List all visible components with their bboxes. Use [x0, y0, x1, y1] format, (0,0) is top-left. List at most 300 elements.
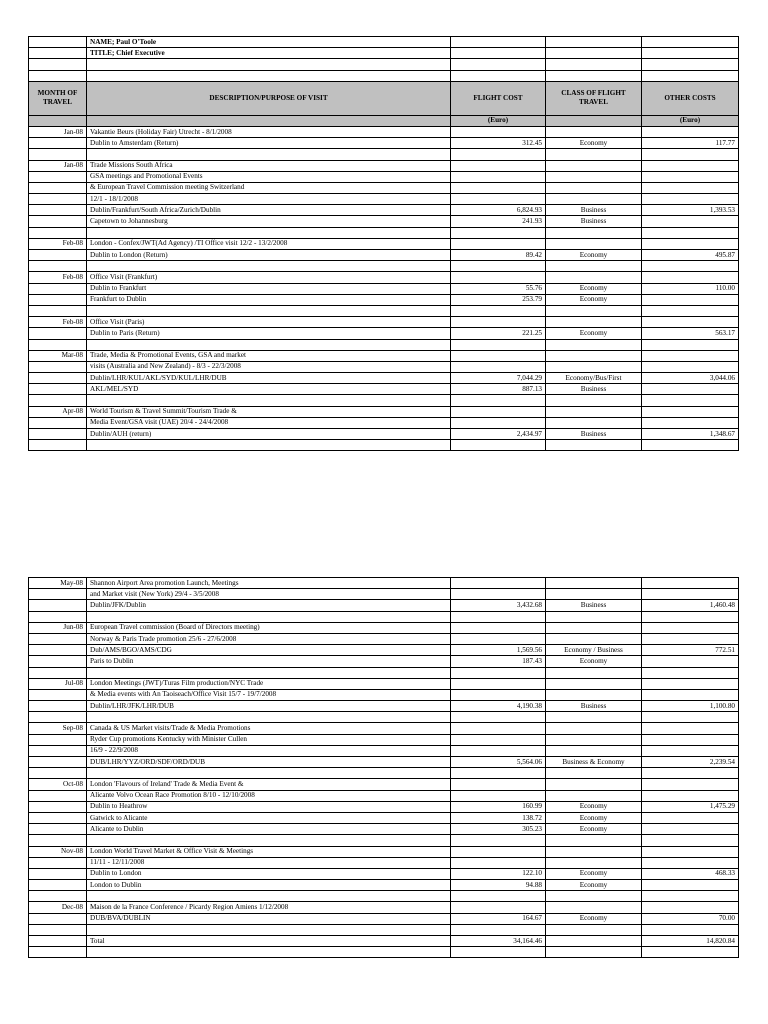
- flight-cost-cell: 164.67: [451, 913, 546, 924]
- month-cell: [29, 283, 87, 294]
- description-cell: Paris to Dublin: [87, 656, 451, 667]
- month-cell: [29, 138, 87, 149]
- flight-cost-cell: [451, 835, 546, 846]
- other-costs-cell: 1,393.53: [642, 205, 739, 216]
- month-cell: [29, 689, 87, 700]
- description-cell: Total: [87, 936, 451, 947]
- other-costs-cell: [642, 126, 739, 137]
- class-cell: [546, 149, 642, 160]
- description-cell: [87, 924, 451, 935]
- other-costs-cell: [642, 194, 739, 205]
- month-cell: Jun-08: [29, 622, 87, 633]
- description-cell: [87, 261, 451, 272]
- other-costs-cell: [642, 790, 739, 801]
- flight-cost-cell: [451, 891, 546, 902]
- description-cell: Dublin/Frankfurt/South Africa/Zurich/Dublin: [87, 205, 451, 216]
- flight-cost-cell: [451, 339, 546, 350]
- table-row: [29, 417, 739, 428]
- table-row: [29, 701, 739, 712]
- month-cell: Apr-08: [29, 406, 87, 417]
- table-row: [29, 283, 739, 294]
- description-cell: DUB/LHR/YYZ/ORD/SDF/ORD/DUB: [87, 757, 451, 768]
- table-row: [29, 835, 739, 846]
- table-row: [29, 757, 739, 768]
- table-row: [29, 936, 739, 947]
- description-cell: Dublin to Frankfurt: [87, 283, 451, 294]
- other-costs-cell: [642, 734, 739, 745]
- class-cell: Business: [546, 701, 642, 712]
- other-costs-cell: [642, 924, 739, 935]
- other-costs-cell: [642, 578, 739, 589]
- other-costs-cell: 468.33: [642, 868, 739, 879]
- month-cell: [29, 373, 87, 384]
- flight-cost-cell: [451, 149, 546, 160]
- table-row: [29, 160, 739, 171]
- class-cell: [546, 395, 642, 406]
- description-cell: [87, 947, 451, 958]
- other-costs-cell: 70.00: [642, 913, 739, 924]
- description-cell: GSA meetings and Promotional Events: [87, 171, 451, 182]
- description-cell: Ryder Cup promotions Kentucky with Minister Cullen: [87, 734, 451, 745]
- flight-cost-cell: [451, 846, 546, 857]
- table-row: [29, 238, 739, 249]
- name-row: [29, 37, 739, 48]
- flight-cost-cell: 138.72: [451, 812, 546, 823]
- description-cell: [87, 440, 451, 451]
- other-costs-cell: [642, 902, 739, 913]
- month-cell: [29, 149, 87, 160]
- expenses-table-page-2: [28, 577, 739, 958]
- month-cell: [29, 745, 87, 756]
- class-cell: [546, 589, 642, 600]
- flight-cost-cell: 1,569.56: [451, 645, 546, 656]
- other-costs-cell: [642, 857, 739, 868]
- table-row: [29, 149, 739, 160]
- flight-cost-cell: [451, 667, 546, 678]
- month-cell: [29, 182, 87, 193]
- description-cell: [87, 227, 451, 238]
- flight-cost-cell: [451, 768, 546, 779]
- other-costs-cell: [642, 689, 739, 700]
- description-cell: London 'Flavours of Ireland' Trade & Media Event &: [87, 779, 451, 790]
- class-cell: Business: [546, 600, 642, 611]
- flight-cost-cell: [451, 194, 546, 205]
- month-cell: [29, 328, 87, 339]
- class-cell: [546, 350, 642, 361]
- flight-cost-cell: 122.10: [451, 868, 546, 879]
- class-cell: [546, 317, 642, 328]
- month-cell: Feb-08: [29, 238, 87, 249]
- month-cell: Sep-08: [29, 723, 87, 734]
- other-costs-cell: 3,044.06: [642, 373, 739, 384]
- other-costs-cell: [642, 891, 739, 902]
- class-cell: [546, 160, 642, 171]
- class-cell: Economy: [546, 656, 642, 667]
- unit-other-costs: (Euro): [642, 115, 739, 126]
- description-cell: Dublin to Paris (Return): [87, 328, 451, 339]
- table-row: [29, 384, 739, 395]
- flight-cost-cell: [451, 417, 546, 428]
- month-cell: [29, 384, 87, 395]
- class-cell: [546, 667, 642, 678]
- month-cell: Jul-08: [29, 678, 87, 689]
- table-row: [29, 947, 739, 958]
- month-cell: [29, 812, 87, 823]
- column-header-row: [29, 81, 739, 115]
- description-cell: [87, 611, 451, 622]
- description-cell: Dublin to London (Return): [87, 250, 451, 261]
- table-row: [29, 406, 739, 417]
- month-cell: [29, 294, 87, 305]
- description-cell: 12/1 - 18/1/2008: [87, 194, 451, 205]
- other-costs-cell: [642, 317, 739, 328]
- class-cell: [546, 261, 642, 272]
- table-row: [29, 902, 739, 913]
- description-cell: AKL/MEL/SYD: [87, 384, 451, 395]
- class-cell: [546, 790, 642, 801]
- table-row: [29, 361, 739, 372]
- flight-cost-cell: [451, 902, 546, 913]
- table-row: [29, 924, 739, 935]
- description-cell: [87, 305, 451, 316]
- flight-cost-cell: [451, 261, 546, 272]
- table-row: [29, 633, 739, 644]
- table-row: [29, 678, 739, 689]
- month-cell: [29, 429, 87, 440]
- month-cell: [29, 633, 87, 644]
- month-cell: [29, 250, 87, 261]
- description-cell: Capetown to Johannesburg: [87, 216, 451, 227]
- class-cell: [546, 182, 642, 193]
- table-row: [29, 429, 739, 440]
- flight-cost-cell: 55.76: [451, 283, 546, 294]
- description-cell: visits (Australia and New Zealand) - 8/3 - 22/3/2008: [87, 361, 451, 372]
- month-cell: [29, 734, 87, 745]
- month-cell: [29, 361, 87, 372]
- other-costs-cell: [642, 667, 739, 678]
- flight-cost-cell: 241.93: [451, 216, 546, 227]
- other-costs-cell: 563.17: [642, 328, 739, 339]
- description-cell: and Market visit (New York) 29/4 - 3/5/2008: [87, 589, 451, 600]
- description-cell: European Travel commission (Board of Directors meeting): [87, 622, 451, 633]
- other-costs-cell: [642, 406, 739, 417]
- month-cell: [29, 339, 87, 350]
- table-row: [29, 667, 739, 678]
- flight-cost-cell: [451, 578, 546, 589]
- description-cell: Canada & US Market visits/Trade & Media Promotions: [87, 723, 451, 734]
- class-cell: [546, 902, 642, 913]
- description-cell: Frankfurt to Dublin: [87, 294, 451, 305]
- class-cell: [546, 734, 642, 745]
- class-cell: [546, 835, 642, 846]
- other-costs-cell: [642, 611, 739, 622]
- table-row: [29, 611, 739, 622]
- flight-cost-cell: 94.88: [451, 880, 546, 891]
- month-cell: [29, 645, 87, 656]
- class-cell: [546, 947, 642, 958]
- other-costs-cell: [642, 880, 739, 891]
- expenses-table-page-1: [28, 36, 739, 451]
- flight-cost-cell: [451, 924, 546, 935]
- other-costs-cell: [642, 812, 739, 823]
- description-cell: London World Travel Market & Office Visit & Meetings: [87, 846, 451, 857]
- other-costs-cell: [642, 779, 739, 790]
- table-row: [29, 857, 739, 868]
- description-cell: Shannon Airport Area promotion Launch, Meetings: [87, 578, 451, 589]
- class-cell: [546, 578, 642, 589]
- flight-cost-cell: [451, 440, 546, 451]
- table-row: [29, 373, 739, 384]
- class-cell: [546, 745, 642, 756]
- class-cell: [546, 633, 642, 644]
- month-cell: [29, 305, 87, 316]
- table-row: [29, 790, 739, 801]
- other-costs-cell: 110.00: [642, 283, 739, 294]
- class-cell: [546, 126, 642, 137]
- table-row: [29, 171, 739, 182]
- other-costs-cell: [642, 227, 739, 238]
- table-row: [29, 824, 739, 835]
- month-cell: [29, 891, 87, 902]
- table-row: [29, 272, 739, 283]
- class-cell: [546, 611, 642, 622]
- month-cell: Jan-08: [29, 126, 87, 137]
- description-cell: [87, 667, 451, 678]
- header-description: DESCRIPTION/PURPOSE OF VISIT: [87, 81, 451, 115]
- month-cell: [29, 924, 87, 935]
- class-cell: Business: [546, 429, 642, 440]
- other-costs-cell: [642, 171, 739, 182]
- other-costs-cell: 117.77: [642, 138, 739, 149]
- flight-cost-cell: 3,432.68: [451, 600, 546, 611]
- description-cell: 16/9 - 22/9/2008: [87, 745, 451, 756]
- description-cell: [87, 339, 451, 350]
- class-cell: Economy: [546, 812, 642, 823]
- description-cell: London - Confex/JWT(Ad Agency) /TI Office visit 12/2 - 13/2/2008: [87, 238, 451, 249]
- description-cell: DUB/BVA/DUBLIN: [87, 913, 451, 924]
- other-costs-cell: [642, 417, 739, 428]
- table-row: [29, 339, 739, 350]
- other-costs-cell: 1,460.48: [642, 600, 739, 611]
- month-cell: May-08: [29, 578, 87, 589]
- other-costs-cell: [642, 745, 739, 756]
- table-row: [29, 745, 739, 756]
- other-costs-cell: [642, 622, 739, 633]
- description-cell: [87, 835, 451, 846]
- table-row: [29, 645, 739, 656]
- other-costs-cell: [642, 160, 739, 171]
- month-cell: [29, 913, 87, 924]
- table-row: [29, 712, 739, 723]
- flight-cost-cell: [451, 589, 546, 600]
- class-cell: [546, 406, 642, 417]
- class-cell: Economy / Business: [546, 645, 642, 656]
- class-cell: Economy: [546, 138, 642, 149]
- class-cell: [546, 678, 642, 689]
- flight-cost-cell: 6,824.93: [451, 205, 546, 216]
- class-cell: [546, 846, 642, 857]
- other-costs-cell: [642, 440, 739, 451]
- class-cell: [546, 272, 642, 283]
- other-costs-cell: [642, 589, 739, 600]
- class-cell: Business: [546, 384, 642, 395]
- flight-cost-cell: [451, 678, 546, 689]
- unit-flight-cost: (Euro): [451, 115, 546, 126]
- table-row: [29, 350, 739, 361]
- class-cell: [546, 779, 642, 790]
- month-cell: [29, 835, 87, 846]
- table-row: [29, 317, 739, 328]
- description-cell: London Meetings (JWT)/Turas Film production/NYC Trade: [87, 678, 451, 689]
- unit-row: [29, 115, 739, 126]
- month-cell: Nov-08: [29, 846, 87, 857]
- other-costs-cell: 495.87: [642, 250, 739, 261]
- description-cell: Trade Missions South Africa: [87, 160, 451, 171]
- flight-cost-cell: [451, 350, 546, 361]
- flight-cost-cell: [451, 745, 546, 756]
- table-row: [29, 734, 739, 745]
- description-cell: Dublin to Heathrow: [87, 801, 451, 812]
- other-costs-cell: [642, 846, 739, 857]
- flight-cost-cell: [451, 633, 546, 644]
- month-cell: [29, 171, 87, 182]
- table-row: [29, 779, 739, 790]
- other-costs-cell: [642, 238, 739, 249]
- description-cell: 11/11 - 12/11/2008: [87, 857, 451, 868]
- class-cell: [546, 712, 642, 723]
- class-cell: [546, 417, 642, 428]
- month-cell: [29, 868, 87, 879]
- month-cell: [29, 667, 87, 678]
- other-costs-cell: [642, 656, 739, 667]
- class-cell: Economy: [546, 868, 642, 879]
- class-cell: Business: [546, 216, 642, 227]
- month-cell: Oct-08: [29, 779, 87, 790]
- month-cell: [29, 261, 87, 272]
- other-costs-cell: 1,100.80: [642, 701, 739, 712]
- other-costs-cell: [642, 384, 739, 395]
- month-cell: [29, 790, 87, 801]
- month-cell: Dec-08: [29, 902, 87, 913]
- other-costs-cell: [642, 361, 739, 372]
- month-cell: [29, 194, 87, 205]
- class-cell: [546, 768, 642, 779]
- description-cell: Alicante to Dublin: [87, 824, 451, 835]
- flight-cost-cell: [451, 723, 546, 734]
- flight-cost-cell: [451, 857, 546, 868]
- class-cell: [546, 194, 642, 205]
- flight-cost-cell: [451, 171, 546, 182]
- month-cell: [29, 936, 87, 947]
- flight-cost-cell: [451, 272, 546, 283]
- table-row: [29, 880, 739, 891]
- flight-cost-cell: [451, 712, 546, 723]
- flight-cost-cell: 253.79: [451, 294, 546, 305]
- other-costs-cell: 1,475.29: [642, 801, 739, 812]
- class-cell: [546, 339, 642, 350]
- table-row: [29, 205, 739, 216]
- flight-cost-cell: 305.23: [451, 824, 546, 835]
- class-cell: [546, 238, 642, 249]
- other-costs-cell: [642, 824, 739, 835]
- description-cell: [87, 891, 451, 902]
- flight-cost-cell: [451, 238, 546, 249]
- other-costs-cell: [642, 633, 739, 644]
- month-cell: [29, 880, 87, 891]
- table-row: [29, 227, 739, 238]
- header-class: CLASS OF FLIGHT TRAVEL: [546, 81, 642, 115]
- table-row: [29, 868, 739, 879]
- other-costs-cell: [642, 182, 739, 193]
- month-cell: [29, 611, 87, 622]
- flight-cost-cell: [451, 947, 546, 958]
- month-cell: [29, 768, 87, 779]
- other-costs-cell: [642, 261, 739, 272]
- other-costs-cell: 1,348.67: [642, 429, 739, 440]
- other-costs-cell: 14,820.84: [642, 936, 739, 947]
- flight-cost-cell: [451, 305, 546, 316]
- other-costs-cell: [642, 712, 739, 723]
- person-name: NAME; Paul O'Toole: [87, 37, 451, 48]
- description-cell: London to Dublin: [87, 880, 451, 891]
- table-row: [29, 578, 739, 589]
- table-row: [29, 913, 739, 924]
- title-row: [29, 48, 739, 59]
- month-cell: Mar-08: [29, 350, 87, 361]
- description-cell: Gatwick to Alicante: [87, 812, 451, 823]
- class-cell: Economy: [546, 824, 642, 835]
- flight-cost-cell: 160.99: [451, 801, 546, 812]
- header-other-costs: OTHER COSTS: [642, 81, 739, 115]
- month-cell: [29, 216, 87, 227]
- description-cell: Office Visit (Frankfurt): [87, 272, 451, 283]
- description-cell: Office Visit (Paris): [87, 317, 451, 328]
- description-cell: Dublin/LHR/JFK/LHR/DUB: [87, 701, 451, 712]
- other-costs-cell: [642, 350, 739, 361]
- flight-cost-cell: [451, 406, 546, 417]
- month-cell: [29, 712, 87, 723]
- description-cell: Dublin/LHR/KUL/AKL/SYD/KUL/LHR/DUB: [87, 373, 451, 384]
- other-costs-cell: [642, 305, 739, 316]
- description-cell: Media Event/GSA visit (UAE) 20/4 - 24/4/2008: [87, 417, 451, 428]
- table-row: [29, 328, 739, 339]
- table-row: [29, 656, 739, 667]
- table-row: [29, 812, 739, 823]
- class-cell: Economy: [546, 913, 642, 924]
- class-cell: Economy: [546, 801, 642, 812]
- flight-cost-cell: [451, 779, 546, 790]
- flight-cost-cell: [451, 361, 546, 372]
- month-cell: [29, 417, 87, 428]
- month-cell: [29, 440, 87, 451]
- person-title: TITLE; Chief Executive: [87, 48, 451, 59]
- month-cell: [29, 656, 87, 667]
- month-cell: [29, 227, 87, 238]
- month-cell: [29, 205, 87, 216]
- class-cell: Business: [546, 205, 642, 216]
- description-cell: Maison de la France Conference / Picardy Region Amiens 1/12/2008: [87, 902, 451, 913]
- flight-cost-cell: [451, 182, 546, 193]
- class-cell: [546, 227, 642, 238]
- other-costs-cell: [642, 678, 739, 689]
- flight-cost-cell: [451, 611, 546, 622]
- flight-cost-cell: [451, 622, 546, 633]
- flight-cost-cell: [451, 689, 546, 700]
- table-row: [29, 600, 739, 611]
- flight-cost-cell: [451, 790, 546, 801]
- table-row: [29, 622, 739, 633]
- month-cell: Jan-08: [29, 160, 87, 171]
